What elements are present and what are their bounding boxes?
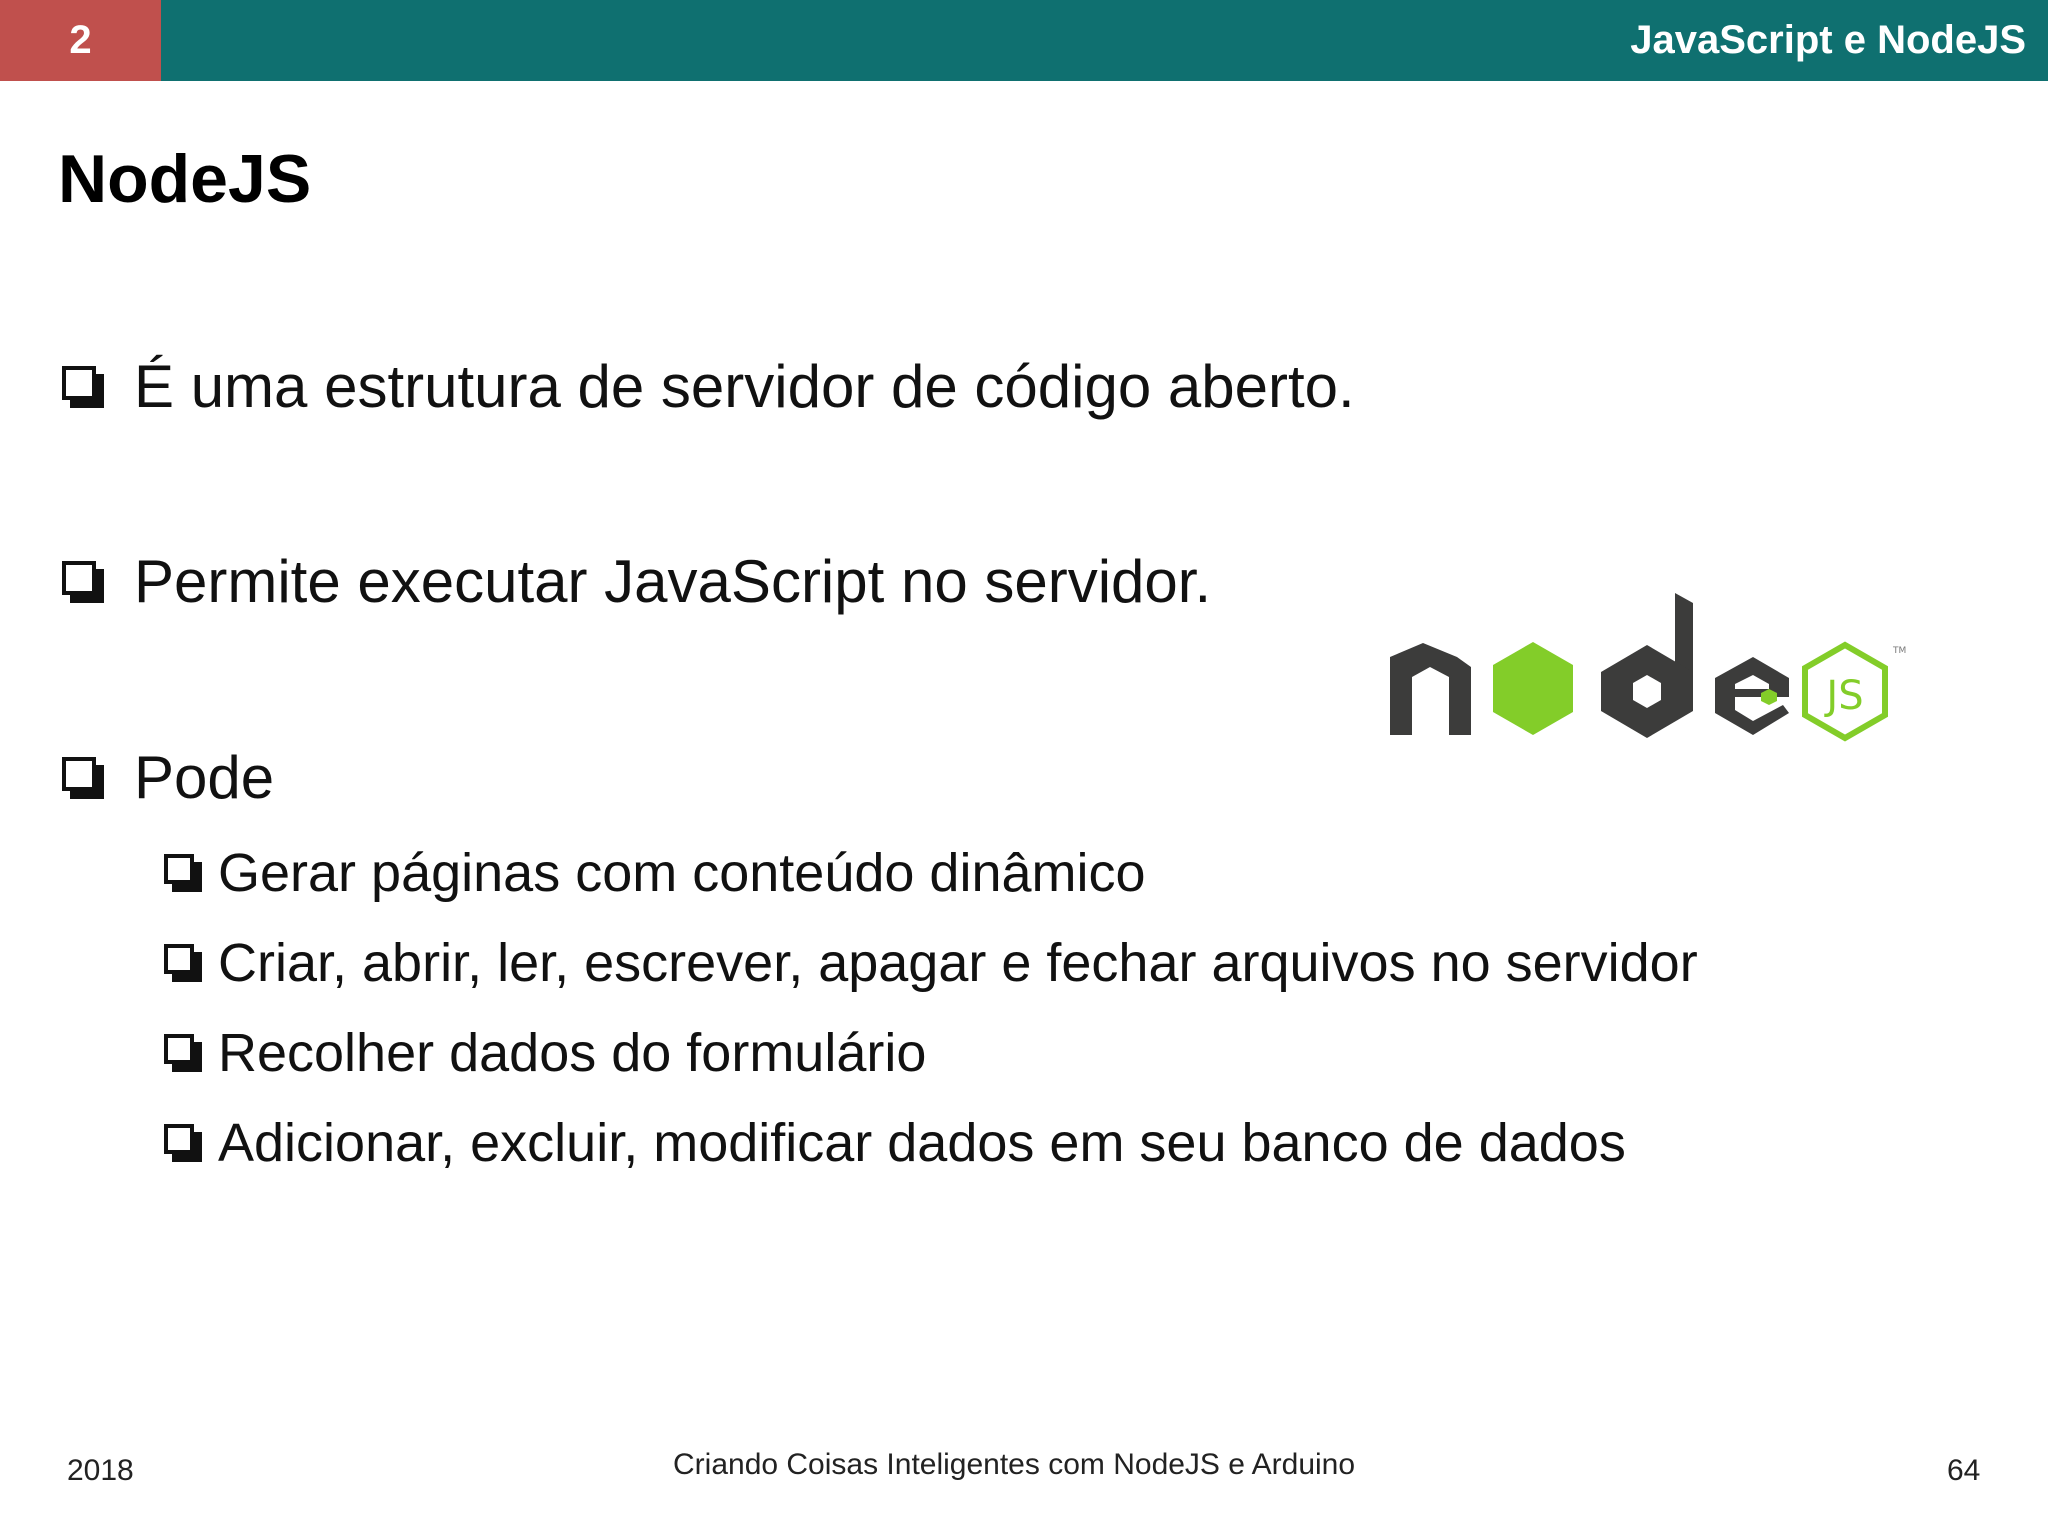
checkbox-bullet-icon	[62, 757, 104, 799]
checkbox-bullet-icon	[62, 366, 104, 408]
sub-bullet-item	[164, 1112, 1626, 1174]
checkbox-bullet-icon	[62, 561, 104, 603]
section-number: 2	[0, 0, 161, 81]
logo-letter-e	[1715, 657, 1789, 735]
logo-trademark: TM	[1893, 646, 1907, 656]
sub-bullet-item	[164, 932, 1698, 994]
sub-bullet-item	[164, 842, 1146, 904]
bullet-item	[62, 547, 1211, 616]
checkbox-bullet-icon	[164, 854, 202, 892]
node-js-logo	[1385, 585, 1975, 750]
sub-bullet-text: Recolher dados do formulário	[218, 1023, 927, 1083]
checkbox-bullet-icon	[164, 1124, 202, 1162]
checkbox-bullet-icon	[164, 944, 202, 982]
bullet-text: Pode	[134, 744, 275, 811]
sub-bullet-text: Gerar páginas com conteúdo dinâmico	[218, 843, 1146, 903]
header-bar	[0, 0, 2048, 81]
footer-course-title: Criando Coisas Inteligentes com NodeJS e Arduino	[673, 1448, 1356, 1481]
bullet-item	[62, 743, 274, 812]
bullet-item	[62, 352, 1355, 421]
bullet-text: Permite executar JavaScript no servidor.	[134, 548, 1212, 615]
logo-green-hexagon	[1493, 642, 1573, 735]
logo-js-text: JS	[1826, 673, 1864, 719]
checkbox-bullet-icon	[164, 1034, 202, 1072]
footer-page-number: 64	[1947, 1454, 1981, 1487]
sub-bullet-item	[164, 1022, 926, 1084]
header-title: JavaScript e NodeJS	[1630, 18, 2026, 62]
footer-year: 2018	[67, 1454, 134, 1487]
sub-bullet-text: Criar, abrir, ler, escrever, apagar e fechar arquivos no servidor	[218, 933, 1698, 993]
sub-bullet-text: Adicionar, excluir, modificar dados em seu banco de dados	[218, 1113, 1626, 1173]
slide-title: NodeJS	[58, 141, 312, 217]
logo-letter-n	[1390, 643, 1471, 735]
bullet-text: É uma estrutura de servidor de código aberto.	[134, 353, 1355, 420]
